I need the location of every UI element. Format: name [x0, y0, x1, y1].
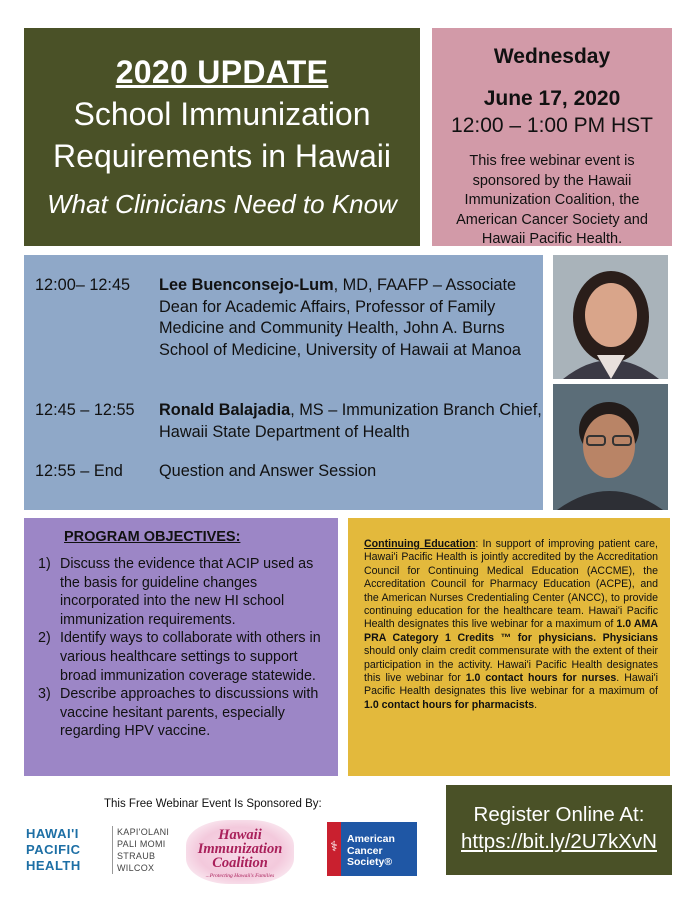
agenda-time: 12:55 – End: [35, 462, 123, 480]
ce-text: . Hawai'i Pacific Health designates this live webinar for a maximum of: [364, 672, 659, 698]
register-label: Register Online At:: [473, 803, 645, 826]
list-item: [38, 629, 330, 685]
continuing-education-text: [364, 538, 658, 712]
update-title: 2020 UPDATE: [115, 54, 329, 90]
title-line-1: School Immunization: [73, 96, 371, 132]
subtitle: What Clinicians Need to Know: [47, 189, 397, 219]
agenda-panel: [24, 255, 543, 510]
ce-bold: 1.0 contact hours for pharmacists: [364, 698, 535, 711]
agenda-description: [159, 400, 543, 443]
sponsor-label: This Free Webinar Event Is Sponsored By:: [104, 798, 322, 810]
hph-hospitals: [117, 826, 169, 874]
hic-name: [186, 828, 294, 870]
event-time: 12:00 – 1:00 PM HST: [451, 114, 653, 137]
agenda-description: [159, 461, 543, 483]
acs-sword-icon: ⚕: [330, 838, 338, 854]
hic-name-line: Immunization: [197, 841, 283, 857]
sponsor-note: This free webinar event is sponsored by the Hawaii Immunization Coalition, the American Cancer Society and Hawaii Pacific Health.: [456, 153, 648, 247]
item-number: 2): [38, 630, 51, 647]
hph-divider: [112, 826, 113, 874]
list-item: [38, 555, 330, 629]
acs-name-line: American: [347, 833, 395, 845]
agenda-time: 12:00– 12:45: [35, 276, 131, 294]
hawaii-immunization-coalition-logo: [186, 820, 294, 884]
item-text: Discuss the evidence that ACIP used as the basis for guideline changes incorporated into the new HI school immunization requirements.: [60, 556, 314, 628]
event-day: Wednesday: [493, 45, 611, 68]
hic-name-line: Hawaii: [218, 827, 262, 843]
event-date-panel: [432, 28, 672, 246]
event-date: June 17, 2020: [483, 87, 621, 110]
item-number: 1): [38, 556, 51, 572]
item-text: Describe approaches to discussions with vaccine hesitant parents, especially regarding HPV vaccine.: [60, 686, 319, 740]
acs-name-line: Cancer: [347, 844, 383, 857]
acs-mark: [327, 822, 341, 876]
acs-name: [347, 834, 395, 869]
hic-name-line: Coalition: [212, 855, 268, 871]
hph-name-line: HEALTH: [26, 858, 81, 873]
agenda-time: 12:45 – 12:55: [35, 401, 135, 419]
hph-hospital: WILCOX: [117, 863, 155, 873]
item-number: 3): [38, 686, 51, 703]
american-cancer-society-logo: [327, 822, 417, 876]
agenda-description: [159, 275, 543, 361]
ce-text: : In support of improving patient care, Hawai'i Pacific Health is jointly accredited by the Accreditation Council for Continuing Medical Education (ACCME), the Accreditation Council for Pharmacy Education (ACPE), and the American Nurses Credentialing Center (ANCC), to provide continuing education for the healthcare team. Hawai'i Pacific Health designates this live webinar for a maximum of: [364, 538, 659, 631]
speaker-photo-2: [553, 384, 668, 510]
title-panel: [24, 28, 420, 246]
hph-hospital: STRAUB: [117, 851, 156, 861]
hph-hospital: KAPI'OLANI: [117, 827, 170, 837]
title-line-2: Requirements in Hawaii: [53, 138, 391, 174]
hph-name-line: PACIFIC: [26, 842, 81, 857]
ce-text: should only claim credit commensurate with the extent of their participation in the activity. Hawai'i Pacific Health designates this live webinar for: [364, 645, 658, 685]
hph-name: [26, 826, 81, 874]
session-title: Question and Answer Session: [159, 462, 377, 480]
hph-name-line: HAWAI'I: [26, 826, 79, 841]
continuing-education-panel: [348, 518, 670, 776]
hawaii-pacific-health-logo: [26, 826, 170, 876]
objectives-panel: [24, 518, 338, 776]
objectives-heading: PROGRAM OBJECTIVES:: [64, 529, 241, 545]
register-panel: [446, 785, 672, 875]
speaker-name: Ronald Balajadia: [159, 401, 291, 419]
ce-bold: 1.0 contact hours for nurses: [465, 672, 617, 685]
ce-text: .: [534, 698, 538, 711]
speaker-details: , MD, FAAFP – Associate Dean for Academic Affairs, Professor of Family Medicine and Community Health, John A. Burns School of Medicine, University of Hawaii at Manoa: [159, 276, 521, 359]
ce-bold: 1.0 AMA PRA Category 1 Credits ™ for physicians. Physicians: [364, 618, 658, 644]
speaker-name: Lee Buenconsejo-Lum: [159, 276, 334, 294]
acs-name-line: Society®: [347, 856, 393, 868]
objectives-list: [38, 555, 330, 741]
list-item: [38, 685, 330, 741]
speaker-details: , MS – Immunization Branch Chief, Hawaii State Department of Health: [159, 401, 542, 441]
hic-tagline: ...Protecting Hawaii's Families: [205, 873, 275, 879]
hph-hospital: PALI MOMI: [117, 839, 166, 849]
speaker-photo-1: [553, 255, 668, 379]
register-link[interactable]: https://bit.ly/2U7kXvN: [461, 830, 657, 853]
item-text: Identify ways to collaborate with others in various healthcare settings to support broad immunization coverage statewide.: [60, 630, 321, 684]
ce-label: Continuing Education: [364, 538, 476, 550]
